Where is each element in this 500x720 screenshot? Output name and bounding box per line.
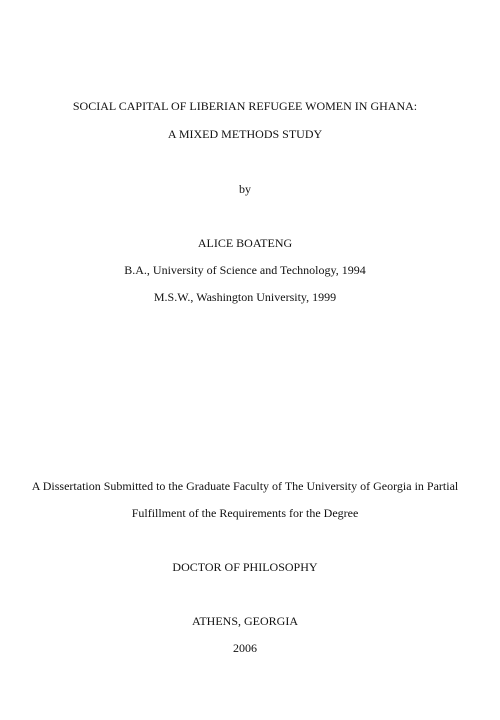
author-name: ALICE BOATENG <box>197 236 293 250</box>
prior-degree-1: B.A., University of Science and Technology, 1994 <box>124 263 366 277</box>
submission-statement-line-2: Fulfillment of the Requirements for the Degree <box>131 506 359 520</box>
by-line: by <box>239 182 251 196</box>
submission-statement-line-1: A Dissertation Submitted to the Graduate Faculty of The University of Georgia in Partial <box>31 479 459 493</box>
degree-sought: DOCTOR OF PHILOSOPHY <box>172 560 318 574</box>
title-line-2: A MIXED METHODS STUDY <box>167 127 323 141</box>
location: ATHENS, GEORGIA <box>192 614 298 628</box>
prior-degree-2: M.S.W., Washington University, 1999 <box>153 290 337 304</box>
title-line-1: SOCIAL CAPITAL OF LIBERIAN REFUGEE WOMEN IN GHANA: <box>72 99 418 113</box>
year: 2006 <box>233 641 257 655</box>
